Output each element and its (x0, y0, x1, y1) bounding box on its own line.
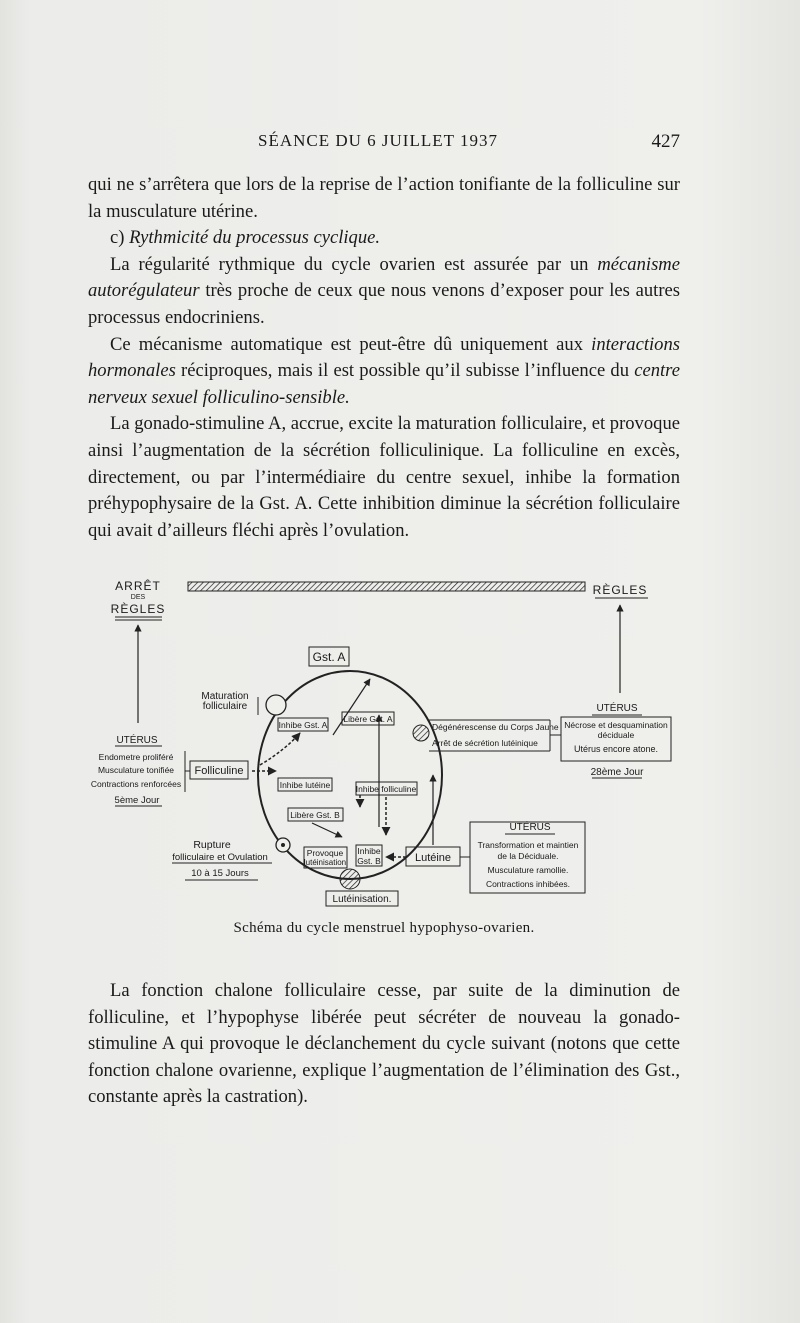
text-run: c) (110, 227, 130, 249)
text-run: La fonction chalone folliculaire cesse, par suite de la diminution de folliculine, et l’hypophyse libérée peut sécréter de nouveau la gonado-stimuline A qui provoque le déclanchement du cycle suivant (notons que cette fonction chalone ovarienne, explique l’augmentation de l’élimination des Gst., constante après la castration). (88, 980, 680, 1108)
uterus-luteal-line-4: Contractions inhibées. (485, 879, 571, 889)
uterus-luteal-line-3: Musculature ramollie. (487, 865, 569, 875)
libere-gst-b-label: Libère Gst. B (290, 810, 340, 820)
paragraph (88, 411, 680, 544)
corpus-luteum (340, 869, 360, 889)
luteine-label: Lutéine (414, 852, 452, 864)
rupture-label-1: Rupture (193, 839, 231, 851)
maturation-label-2: folliculaire (202, 701, 248, 712)
text-run: interactions hormonales (88, 333, 680, 382)
corpus-luteum-degenerating (413, 725, 429, 741)
uterus-left-day: 5ème Jour (114, 795, 160, 806)
arret-secretion-label: Arrêt de sécrétion lutéinique (432, 738, 538, 748)
text-run: centre nerveux sexuel folliculino-sensible. (88, 360, 680, 408)
text-run: Ce mécanisme automatique est peut-être dû uniquement aux (110, 333, 592, 355)
text-run: La gonado-stimuline A, accrue, excite la maturation folliculaire, et provoque ainsi l’augmentation de la sécrétion folliculinique. La folliculine en excès, directement, ou par l’intermédiaire du centre sexuel, inhibe la formation préhypophysaire de la Gst. A. Cette inhibition diminue la sécrétion folliculaire qui avait d’ailleurs fléchi après l’ovulation. (88, 413, 680, 541)
rupture-label-2: folliculaire et Ovulation (172, 852, 268, 863)
regles-left-label: RÈGLES (110, 602, 166, 616)
uterus-luteal-line-2: de la Déciduale. (497, 851, 559, 861)
folliculine-label: Folliculine (194, 765, 244, 777)
paragraph (88, 252, 680, 332)
paragraph (88, 332, 680, 412)
inhibe-gst-b-label-2: Gst. B (357, 856, 381, 866)
degenerescence-label: Dégénérescense du Corps Jaune (432, 722, 559, 732)
uterus-left-line-3: Contractions renforcées (90, 779, 182, 789)
text-run: très proche de ceux que nous venons d’exposer pour les autres processus endocriniens. (88, 280, 680, 328)
paragraph (88, 225, 680, 252)
body-text-bottom (88, 978, 680, 1111)
uterus-luteal-line-1: Transformation et maintien (477, 840, 579, 850)
uterus-left-line-2: Musculature tonifiée (97, 765, 175, 775)
uterus-left-line-1: Endometre proliféré (98, 752, 174, 762)
uterus-right-day: 28ème Jour (590, 767, 644, 778)
libere-gst-a-label: Libère Gst. A (343, 714, 393, 724)
des-label: DES (130, 594, 146, 601)
inhibe-gst-a-label: Inhibe Gst. A (278, 720, 328, 730)
running-header (88, 131, 680, 161)
uterus-luteal-title: UTÉRUS (509, 822, 551, 833)
text-run: réciproques, mais il est possible qu’il subisse l’influence du (175, 360, 635, 382)
menstrual-cycle-diagram (80, 575, 710, 915)
paragraph (88, 978, 680, 1111)
body-text-top (88, 172, 680, 544)
uterus-right-line-1: Nécrose et desquamination (564, 720, 668, 730)
text-run: Rythmicité du processus cyclique. (129, 227, 381, 249)
luteinisation-label: Lutéinisation. (332, 894, 392, 905)
menses-bar (188, 582, 585, 591)
inhibe-folliculine-label: Inhibe folliculine (355, 784, 417, 794)
arret-label: ARRÊT (115, 579, 161, 593)
text-run: qui ne s’arrêtera que lors de la reprise de l’action tonifiante de la folliculine sur la musculature utérine. (88, 174, 680, 222)
gst-a-label: Gst. A (312, 650, 346, 664)
inhibe-luteine-label: Inhibe lutéine (279, 780, 331, 790)
uterus-right-title: UTÉRUS (596, 703, 638, 714)
maturation-label-1: Maturation (201, 691, 249, 702)
follicle-circle (266, 695, 286, 715)
regles-right-label: RÈGLES (592, 583, 648, 597)
text-run: mécanisme autorégulateur (88, 253, 680, 302)
uterus-right-line-2: déciduale (597, 730, 635, 740)
days-10-15-label: 10 à 15 Jours (191, 868, 249, 879)
uterus-left-title: UTÉRUS (116, 735, 158, 746)
paragraph (88, 172, 680, 225)
inhibe-gst-b-label-1: Inhibe (357, 846, 381, 856)
provoque-label-1: Provoque (306, 848, 344, 858)
provoque-label-2: lutéinisation (303, 858, 347, 867)
page-number: 427 (651, 131, 680, 152)
header-title: SÉANCE DU 6 JUILLET 1937 (258, 131, 498, 150)
figure-caption: Schéma du cycle menstruel hypophyso-ovarien. (233, 920, 535, 936)
uterus-right-line-3: Utérus encore atone. (573, 744, 659, 754)
text-run: La régularité rythmique du cycle ovarien est assurée par un (110, 253, 598, 275)
